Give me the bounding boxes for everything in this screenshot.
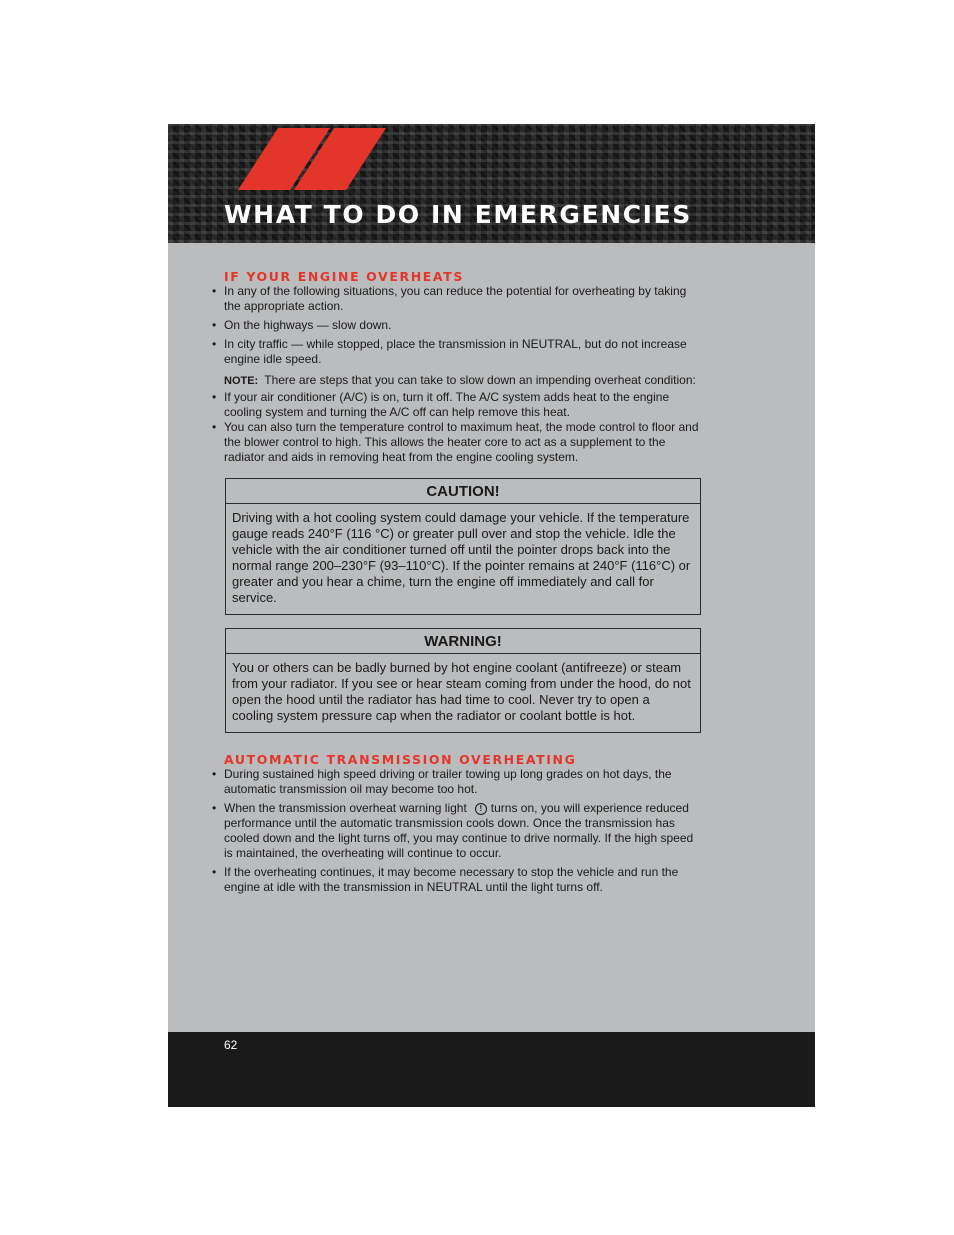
list-item: • If your air conditioner (A/C) is on, turn it off. The A/C system adds heat to the engine cooling system and turning the A/C off can help remove this heat. — [224, 390, 702, 420]
note-label: NOTE: — [224, 375, 259, 387]
note-text: There are steps that you can take to slow down an impending overheat condition: — [264, 373, 696, 387]
section-title-engine-overheats: IF YOUR ENGINE OVERHEATS — [224, 269, 464, 284]
transmission-bullet-list — [224, 767, 702, 895]
section-title-transmission-overheating: AUTOMATIC TRANSMISSION OVERHEATING — [224, 751, 577, 767]
note-bullet-list — [224, 390, 702, 465]
page-title: WHAT TO DO IN EMERGENCIES — [224, 200, 692, 229]
list-item: • In city traffic — while stopped, place the transmission in NEUTRAL, but do not increase engine idle speed. — [224, 337, 702, 367]
note-paragraph — [224, 373, 702, 390]
caution-title: CAUTION! — [226, 479, 700, 504]
caution-box — [225, 478, 701, 615]
warning-title: WARNING! — [226, 629, 700, 654]
list-item: • On the highways — slow down. — [224, 318, 702, 333]
list-item: • If the overheating continues, it may become necessary to stop the vehicle and run the engine at idle with the transmission in NEUTRAL until the light turns off. — [224, 865, 702, 895]
transmission-temperature-warning-icon: ! — [475, 803, 487, 815]
caution-text: Driving with a hot cooling system could damage your vehicle. If the temperature gauge reads 240°F (116 °C) or greater pull over and stop the vehicle. Idle the vehicle with the air conditioner turned off until the pointer drops back into the normal range 200–230°F (93–110°C). If the pointer remains at 240°F (116°C) or greater and you hear a chime, turn the engine off immediately and call for service. — [232, 509, 691, 605]
twin-stripes-icon — [238, 128, 388, 190]
warning-text: You or others can be badly burned by hot engine coolant (antifreeze) or steam from your radiator. If you see or hear steam coming from under the hood, do not open the hood until the radiator has had time to cool. Never try to open a cooling system pressure cap when the radiator or coolant bottle is hot. — [232, 659, 691, 723]
list-item: • You can also turn the temperature control to maximum heat, the mode control to floor and the blower control to high. This allows the heater core to act as a supplement to the radiator and aids in removing heat from the engine cooling system. — [224, 420, 702, 465]
bullet-text-before-icon: When the transmission overheat warning light — [224, 800, 467, 815]
manual-page — [168, 124, 815, 1107]
bullet-text-after-icon: turns on, you will experience reduced performance until the automatic transmission cools down. Once the transmission has cooled down and the light turns off, you may continue to drive normally. If the high speed is maintained, the overheating will continue to occur. — [224, 800, 694, 860]
page-footer — [168, 1032, 815, 1107]
list-item — [224, 801, 702, 861]
page-content — [224, 269, 702, 899]
page-header — [168, 124, 815, 243]
engine-bullet-list — [224, 284, 702, 367]
list-item: • During sustained high speed driving or trailer towing up long grades on hot days, the automatic transmission oil may become too hot. — [224, 767, 702, 797]
list-item: • In any of the following situations, you can reduce the potential for overheating by taking the appropriate action. — [224, 284, 702, 314]
warning-box — [225, 628, 701, 733]
page-number: 62 — [224, 1038, 238, 1052]
